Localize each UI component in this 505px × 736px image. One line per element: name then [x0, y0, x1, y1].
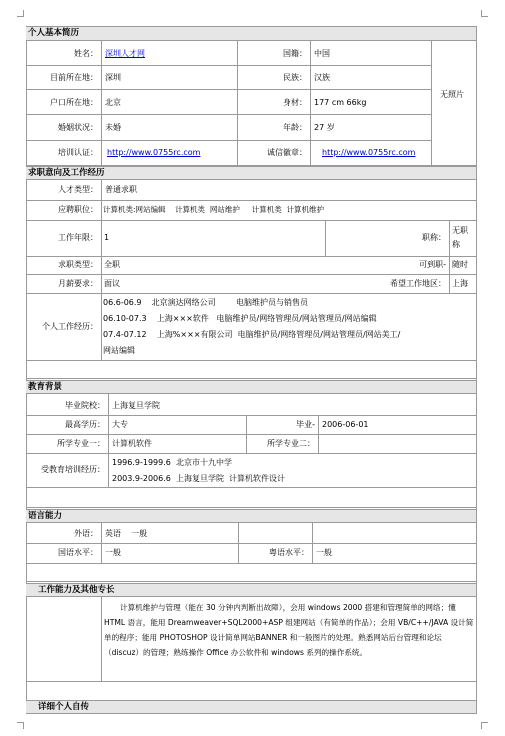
mandarin-value: 一般 [105, 548, 121, 557]
row-line [26, 140, 431, 141]
degree-value: 大专 [112, 420, 128, 429]
title-value: 无职称 [452, 226, 468, 249]
foreign-value: 英语 一般 [105, 529, 148, 538]
ethnic-value: 汉族 [314, 73, 330, 82]
row-line [26, 581, 476, 582]
section-basic-title: 个人基本简历 [26, 26, 476, 41]
crop-mark-bottom-left [17, 722, 24, 729]
row-line [26, 563, 476, 564]
experience-line: 网站编辑 [103, 346, 135, 355]
row-line [26, 415, 476, 416]
row-line [26, 487, 476, 488]
col-line [310, 41, 311, 165]
years-value: 1 [104, 233, 110, 242]
col-line [101, 597, 102, 681]
row-line [26, 65, 431, 66]
training-label: 培训认证： [58, 148, 98, 157]
col-line [101, 523, 102, 563]
row-line [26, 434, 476, 435]
col-line [449, 220, 450, 293]
experience-label: 个人工作经历： [42, 322, 98, 331]
row-line [26, 453, 476, 454]
location-value: 深圳 [105, 73, 121, 82]
row-line [26, 114, 431, 115]
title-label: 职称： [422, 233, 446, 242]
jobtype-value: 全职 [104, 260, 120, 269]
table-left-border [26, 26, 27, 714]
hukou-label: 户口所在地： [50, 98, 98, 107]
col-line [101, 41, 102, 165]
arrival-label: 可到职- [419, 260, 446, 269]
ethnic-label: 民族： [283, 73, 307, 82]
skills-paragraph: 计算机维护与管理（能在 30 分钟内判断出故障），会用 windows 2000 搭建和管理简单的网络；懂 HTML 语言，能用 Dreamweaver+SQL2000+ASP 组建网站（有简单的作品）；会用 VB/C++/JAVA 设计简单的程序；能用 PHOTOSHOP 设计简单网站BANNER 和一般图片的处理。熟悉网站后台管理和论坛（discuz）的管理；熟练操作 Office 办公软件和 windows 系列的操作系统。 [104, 603, 474, 657]
major1-label: 所学专业一： [57, 439, 105, 448]
hukou-value: 北京 [105, 98, 121, 107]
row-line [26, 378, 476, 379]
salary-label: 月薪要求： [58, 279, 98, 288]
cantonese-label: 粤语水平： [269, 548, 309, 557]
position-label: 应聘职位： [58, 205, 98, 214]
table-right-border [476, 26, 477, 714]
experience-line: 06.6-06.9 北京演达网络公司 电脑维护员与销售员 [103, 298, 309, 307]
cantonese-value: 一般 [316, 548, 332, 557]
marital-value: 未婚 [105, 123, 121, 132]
section-intent-title: 求职意向及工作经历 [26, 166, 476, 180]
col-line [237, 41, 238, 165]
mandarin-label: 国语水平： [58, 548, 98, 557]
major2-label: 所学专业二： [267, 439, 315, 448]
talent-type-label: 人才类型： [58, 185, 98, 194]
row-line [26, 220, 476, 221]
col-line [238, 523, 239, 563]
nation-label: 国籍： [283, 49, 307, 58]
history-line: 2003.9-2006.6 上海复旦学院 计算机软件设计 [112, 474, 286, 483]
grad-value: 2006-06-01 [322, 420, 369, 429]
row-line [26, 507, 476, 508]
arrival-value: 随时 [452, 260, 468, 269]
history-label: 受教育培训经历： [41, 465, 105, 474]
row-line [26, 200, 476, 201]
section-language-title: 语言能力 [26, 509, 476, 523]
grad-label: 毕业- [296, 420, 315, 429]
area-value: 上海 [452, 279, 468, 288]
honesty-label: 诚信徽章： [267, 148, 307, 157]
crop-mark-top-right [481, 10, 488, 17]
years-label: 工作年限： [58, 233, 98, 242]
training-link[interactable]: http://www.0755rc.com [107, 148, 201, 157]
experience-line: 06.10-07.3 上海×××软件 电脑维护员/网络管理员/网站管理员/网站编辑 [103, 314, 377, 323]
crop-mark-bottom-right [481, 722, 488, 729]
talent-type-value: 普通求职 [105, 185, 137, 194]
col-line [246, 415, 247, 453]
col-line [325, 220, 326, 256]
degree-label: 最高学历： [65, 420, 105, 429]
crop-mark-top-left [17, 10, 24, 17]
marital-label: 婚姻状况： [58, 123, 98, 132]
row-line [26, 543, 476, 544]
age-label: 年龄： [283, 123, 307, 132]
height-label: 身材： [283, 98, 307, 107]
photo-placeholder: 无照片 [440, 90, 464, 99]
foreign-label: 外语： [74, 529, 98, 538]
salary-value: 面议 [104, 279, 120, 288]
col-line [101, 180, 102, 360]
major1-value: 计算机软件 [112, 439, 152, 448]
row-line [26, 360, 476, 361]
col-line [108, 394, 109, 487]
school-label: 毕业院校： [65, 401, 105, 410]
name-value-link[interactable]: 深圳人才网 [105, 49, 145, 58]
age-value: 27 岁 [314, 123, 335, 132]
height-value: 177 cm 66kg [314, 98, 367, 107]
col-line [431, 41, 432, 165]
area-label: 希望工作地区： [390, 279, 446, 288]
col-line [318, 415, 319, 453]
row-line [26, 256, 476, 257]
school-value: 上海复旦学院 [112, 401, 160, 410]
honesty-link[interactable]: http://www.0755rc.com [322, 148, 416, 157]
row-line [26, 681, 476, 682]
col-line [312, 523, 313, 563]
jobtype-label: 求职类型： [58, 260, 98, 269]
history-line: 1996.9-1999.6 北京市十九中学 [112, 458, 232, 467]
experience-line: 07.4-07.12 上海%×××有限公司 电脑维护员/网络管理员/网站管理员/网站美工/ [103, 330, 401, 339]
position-value: 计算机类:网站编辑 计算机类 网站维护 计算机类 计算机维护 [103, 205, 325, 214]
section-education-title: 教育背景 [26, 380, 476, 394]
name-label: 姓名： [74, 49, 98, 58]
nation-value: 中国 [314, 49, 330, 58]
row-line [26, 274, 476, 275]
row-line [26, 89, 431, 90]
section-self-title: 详细个人自传 [26, 700, 476, 714]
location-label: 目前所在地： [50, 73, 98, 82]
section-skills-title: 工作能力及其他专长 [26, 583, 476, 597]
row-line [26, 293, 476, 294]
